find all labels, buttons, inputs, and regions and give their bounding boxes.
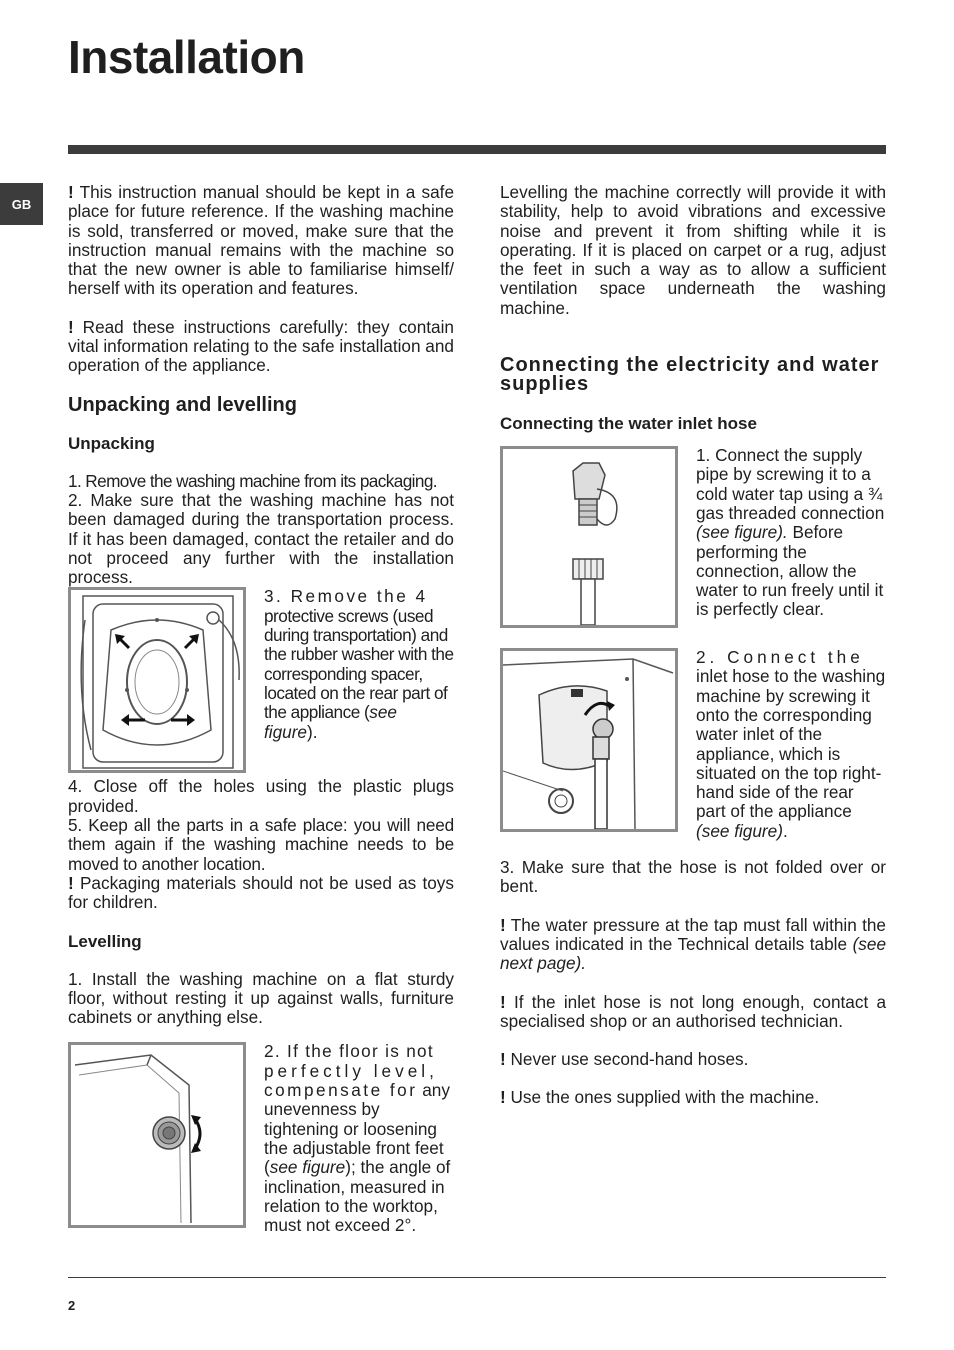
- unpacking-step-4: 4. Close off the holes using the plastic plugs provided.: [68, 776, 454, 816]
- footer-rule: [68, 1277, 886, 1278]
- see-next-page-ref: (see next page).: [500, 933, 886, 974]
- subheading-levelling: Levelling: [68, 931, 142, 951]
- step-3-text: protective screws (used during transportation) and the rubber washer with the corresponding spacer, located on the rear part of the appliance (: [264, 605, 454, 723]
- inlet-hose-connection-illustration: [503, 651, 675, 829]
- warning-mark: !: [500, 991, 506, 1012]
- inlet-step-2-line-1: 2. Connect the: [696, 647, 864, 668]
- unpacking-step-5: 5. Keep all the parts in a safe place: you will need them again if the washing machine needs to be moved to another location.: [68, 815, 454, 874]
- intro-note-1: [68, 183, 454, 299]
- inlet-step-2-end: .: [782, 820, 788, 841]
- see-figure-ref: see figure: [264, 702, 397, 742]
- step-2-end: ); the angle of inclination, measured in relation to the worktop, must not exceed 2°.: [264, 1157, 451, 1236]
- right-column: [500, 183, 886, 1108]
- section-heading-unpacking-levelling: Unpacking and levelling: [68, 393, 297, 416]
- intro-note-2: [68, 318, 454, 376]
- pressure-warning-text: The water pressure at the tap must fall within the values indicated in the Technical details table: [500, 914, 886, 954]
- section-heading-connecting: Connecting the electricity and water supplies: [500, 354, 880, 396]
- left-column: [68, 183, 454, 1235]
- see-figure-ref: (see figure).: [696, 522, 788, 543]
- step-2-line-1: 2. If the floor is not: [264, 1041, 434, 1062]
- second-hand-hose-warning: [500, 1050, 886, 1069]
- pressure-warning: [500, 916, 886, 974]
- page-title: Installation: [68, 31, 305, 83]
- inlet-step-1-text: 1. Connect the supply pipe by screwing it to a cold water tap using a ¾ gas threaded connection: [696, 445, 885, 523]
- subheading-unpacking: Unpacking: [68, 433, 155, 453]
- intro-text-2: Read these instructions carefully: they contain vital information relating to the safe installation and operation of the appliance.: [68, 316, 454, 376]
- warning-mark: !: [500, 1087, 506, 1108]
- unpacking-step-1: 1. Remove the washing machine from its packaging.: [68, 470, 437, 491]
- unpacking-warning: [68, 874, 454, 913]
- figure-adjustable-feet: [68, 1042, 246, 1228]
- levelling-continued: Levelling the machine correctly will provide it with stability, help to avoid vibrations and excessive noise and prevent it from shifting while it is operating. If it is placed on carpet or a rug, adjust the feet in such a way as to allow a sufficient ventilation space underneath the washing machine.: [500, 182, 886, 318]
- packaging-warning-text: Packaging materials should not be used as toys for children.: [68, 872, 454, 913]
- step-2-line-3: compensate for: [264, 1080, 418, 1101]
- second-hand-warning-text: Never use second-hand hoses.: [510, 1049, 749, 1070]
- step-3-end: ).: [307, 721, 318, 742]
- subheading-water-inlet-hose: Connecting the water inlet hose: [500, 414, 757, 434]
- language-tab: GB: [0, 183, 43, 225]
- tap-and-hose-illustration: [503, 449, 675, 625]
- unpacking-step-2: 2. Make sure that the washing machine has not been damaged during the transportation process. If it has been damaged, contact the retailer and do not proceed any further with the installation process.: [68, 489, 454, 588]
- supplied-hose-note: [500, 1088, 886, 1107]
- figure-inlet-connection: [500, 648, 678, 832]
- hose-length-warning: [500, 993, 886, 1032]
- washing-machine-rear-illustration: [71, 590, 243, 770]
- warning-mark: !: [68, 872, 74, 893]
- see-figure-ref: see figure: [269, 1157, 346, 1178]
- step-2-line-2: perfectly level,: [264, 1060, 438, 1081]
- supplied-hose-text: Use the ones supplied with the machine.: [510, 1087, 820, 1108]
- page-number: 2: [68, 1298, 76, 1313]
- warning-mark: !: [500, 1049, 506, 1070]
- inlet-step-1-text-2: Before performing the connection, allow the water to run freely until it is perfectly clear.: [696, 522, 884, 620]
- inlet-step-2-text: inlet hose to the washing machine by screwing it onto the corresponding water inlet of the appliance, which is situated on the top right-hand side of the rear part of the appliance: [696, 666, 886, 822]
- step-3-first-line: 3. Remove the 4: [264, 586, 428, 607]
- levelling-step-1: 1. Install the washing machine on a flat sturdy floor, without resting it up against walls, furniture cabinets or anything else.: [68, 968, 454, 1028]
- see-figure-ref: (see figure): [696, 820, 783, 841]
- inlet-step-3: 3. Make sure that the hose is not folded over or bent.: [500, 857, 886, 897]
- step-2-text: any unevenness by tightening or loosening the adjustable front feet (: [264, 1080, 450, 1178]
- figure-rear-screws: [68, 587, 246, 773]
- warning-mark: !: [500, 914, 506, 935]
- figure-tap-connection: [500, 446, 678, 628]
- title-rule: [68, 145, 886, 154]
- warning-mark: !: [68, 182, 74, 202]
- warning-mark: !: [68, 316, 74, 337]
- intro-text-1: This instruction manual should be kept in a safe place for future reference. If the washing machine is sold, transferred or moved, make sure that the instruction manual remains with the machine so that the new owner is able to familiarise himself/ herself with its operation and features.: [68, 182, 454, 299]
- adjustable-foot-illustration: [71, 1045, 243, 1225]
- hose-length-warning-text: If the inlet hose is not long enough, contact a specialised shop or an authorised technician.: [500, 991, 886, 1031]
